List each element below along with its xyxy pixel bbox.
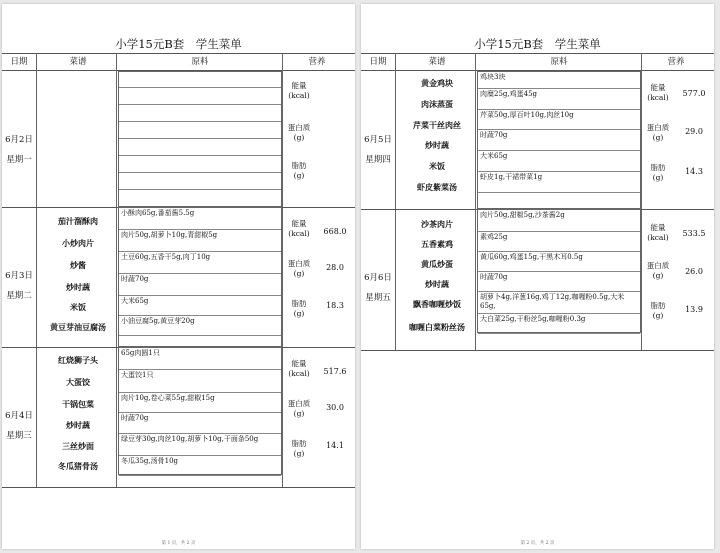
nutrition-label [282,299,316,318]
nutrition-label [641,223,675,242]
page-footer: 第 1 页，共 2 页 [161,541,196,546]
weekday-label: 星期五 [365,293,391,303]
nutrient-unit: (kcal) [288,228,310,238]
nutrient-name: 能量 [291,219,307,228]
ingredient-cell [478,193,640,210]
ingredients-box [118,71,282,207]
dish-name: 咖喱白菜粉丝汤 [409,322,465,332]
nutrition-label [282,81,316,100]
nutrient-value: 577.0 [682,89,706,98]
ingredient-cell: 胡萝卜4g,洋葱16g,鸡丁12g,咖喱粉0.5g,大米65g, [478,292,640,314]
nutrient-name: 蛋白质 [646,261,670,270]
dish-name: 黄金鸡块 [421,78,453,88]
ingredient-cell: 肉片50g,甜椒5g,沙茶酱2g [478,210,640,232]
nutrient-unit: (g) [293,170,305,180]
nutrition-label [282,399,316,418]
dish-name: 大蛋饺 [66,377,90,387]
nutrition-label [282,161,316,180]
header-nutrition: 营养 [667,57,685,67]
nutrient-unit: (kcal) [288,90,310,100]
nutrient-name: 蛋白质 [287,123,311,132]
header-dish: 菜谱 [428,57,446,67]
nutrient-unit: (g) [652,310,664,320]
menu-page-1 [2,4,355,549]
nutrient-value: 30.0 [326,403,344,412]
nutrition-label [641,163,675,182]
nutrition-label [641,83,675,102]
nutrient-name: 脂肪 [650,163,666,172]
dish-name: 米饭 [429,161,445,171]
nutrition-label [282,219,316,238]
nutrient-unit: (kcal) [288,368,310,378]
nutrition-label [282,123,316,142]
nutrient-name: 蛋白质 [287,399,311,408]
ingredients-box [477,209,641,333]
dish-name: 飘香咖喱炒饭 [413,299,461,309]
ingredient-cell [119,139,281,156]
ingredients-box [118,207,282,347]
ingredient-cell: 65g肉圆1只 [119,348,281,370]
ingredient-cell: 芹菜50g,厚百叶10g,肉丝10g [478,110,640,130]
day-block [2,347,355,487]
dish-name: 五香素鸡 [421,239,453,249]
dish-name: 米饭 [70,302,86,312]
ingredient-cell [119,105,281,122]
day-block [361,209,714,350]
nutrient-value: 668.0 [323,227,347,236]
nutrient-value: 517.6 [323,367,347,376]
ingredient-cell [119,88,281,105]
dish-name: 三丝炒面 [62,441,94,451]
dish-name: 芹菜干丝肉丝 [413,120,461,130]
nutrient-value: 14.3 [685,167,703,176]
nutrition-label [282,359,316,378]
dish-name: 肉沫蒸蛋 [421,99,453,109]
nutrition-label [282,259,316,278]
ingredient-cell: 土豆60g,五香干5g,肉丁10g [119,252,281,274]
nutrient-value: 29.0 [685,127,703,136]
nutrient-unit: (g) [293,408,305,418]
ingredient-cell: 肉片50g,胡萝卜10g,青甜椒5g [119,230,281,252]
date-label: 6月5日 [364,135,392,145]
header-dish: 菜谱 [69,57,87,67]
nutrient-unit: (g) [652,270,664,280]
nutrition-label [641,261,675,280]
ingredient-cell [119,72,281,88]
nutrient-name: 能量 [650,83,666,92]
nutrient-name: 能量 [291,359,307,368]
header-ingredients: 原料 [191,57,209,67]
day-block [2,207,355,347]
ingredient-cell: 冬瓜35g,汤骨10g [119,456,281,476]
menu-page-2 [361,4,714,549]
ingredient-cell: 时蔬70g [119,413,281,434]
nutrition-label [641,123,675,142]
nutrient-name: 脂肪 [650,301,666,310]
dish-name: 沙茶肉片 [421,219,453,229]
day-separator [2,487,355,488]
nutrient-unit: (g) [293,308,305,318]
dish-name: 虾皮紫菜汤 [417,182,457,192]
nutrient-name: 脂肪 [291,439,307,448]
dish-name: 炒时蔬 [425,140,449,150]
weekday-label: 星期二 [6,291,32,301]
page-title: 小学15元B套 学生菜单 [474,37,601,51]
dish-name: 红烧狮子头 [58,355,98,365]
nutrient-value: 26.0 [685,267,703,276]
ingredient-cell: 时蔬70g [119,274,281,296]
weekday-label: 星期四 [365,155,391,165]
dish-name: 黄豆芽油豆腐汤 [50,322,106,332]
date-label: 6月2日 [5,135,33,145]
ingredient-cell: 小油豆腐5g,黄豆芽20g [119,316,281,336]
dish-name: 茄汁溜酥肉 [58,216,98,226]
page-title: 小学15元B套 学生菜单 [115,37,242,51]
dish-name: 黄瓜炒蛋 [421,259,453,269]
nutrition-label [282,439,316,458]
date-label: 6月4日 [5,411,33,421]
ingredient-cell: 肉片10g,卷心菜55g,甜椒15g [119,393,281,413]
ingredients-box [118,347,282,475]
nutrient-unit: (g) [293,132,305,142]
dish-name: 炒酱 [70,260,86,270]
nutrient-unit: (g) [652,172,664,182]
ingredient-cell: 大蛋饺1只 [119,370,281,393]
nutrient-name: 能量 [291,81,307,90]
date-label: 6月6日 [364,273,392,283]
header-date: 日期 [369,57,387,67]
ingredient-cell: 时蔬70g [478,272,640,292]
header-date: 日期 [10,57,28,67]
dish-name: 炒时蔬 [66,420,90,430]
nutrient-value: 14.1 [326,441,344,450]
nutrient-unit: (g) [293,448,305,458]
ingredient-cell: 鸡块3块 [478,72,640,89]
day-date [363,271,393,305]
day-date [363,133,393,167]
ingredient-cell [119,173,281,190]
nutrient-unit: (g) [652,132,664,142]
nutrient-value: 18.3 [326,301,344,310]
dish-name: 冬瓜猪骨汤 [58,461,98,471]
page-footer: 第 2 页，共 2 页 [520,541,555,546]
day-block [2,71,355,207]
dish-name: 干锅包菜 [62,399,94,409]
ingredient-cell: 大米65g [119,296,281,316]
day-date [4,409,34,443]
day-block [361,71,714,209]
nutrition-label [641,301,675,320]
ingredient-cell: 大米65g [478,151,640,172]
ingredients-box [477,71,641,209]
nutrient-name: 能量 [650,223,666,232]
nutrient-unit: (kcal) [647,92,669,102]
nutrient-unit: (g) [293,268,305,278]
ingredient-cell: 素鸡25g [478,232,640,252]
weekday-label: 星期一 [6,155,32,165]
nutrient-value: 28.0 [326,263,344,272]
nutrient-name: 蛋白质 [287,259,311,268]
dish-name: 小炒肉片 [62,238,94,248]
nutrient-value: 533.5 [682,229,706,238]
date-label: 6月3日 [5,271,33,281]
ingredient-cell: 小酥肉65g,番茄酱5.5g [119,208,281,230]
ingredient-cell: 时蔬70g [478,130,640,151]
nutrient-name: 脂肪 [291,299,307,308]
ingredient-cell: 肉糜25g,鸡蛋45g [478,89,640,110]
day-date [4,269,34,303]
ingredient-cell [119,122,281,139]
ingredient-cell [119,156,281,173]
nutrient-name: 脂肪 [291,161,307,170]
header-ingredients: 原料 [550,57,568,67]
nutrient-name: 蛋白质 [646,123,670,132]
ingredient-cell: 绿豆芽30g,肉丝10g,胡萝卜10g,干面条50g [119,434,281,456]
header-nutrition: 营养 [308,57,326,67]
dish-name: 炒时蔬 [66,282,90,292]
nutrient-value: 13.9 [685,305,703,314]
ingredient-cell: 虾皮1g,干裙带菜1g [478,172,640,193]
dish-name: 炒时蔬 [425,279,449,289]
ingredient-cell: 黄瓜60g,鸡蛋15g,干黑木耳0.5g [478,252,640,272]
day-date [4,133,34,167]
ingredient-cell [119,190,281,208]
ingredient-cell: 大白菜25g,干粉丝5g,咖喱粉0.3g [478,314,640,334]
weekday-label: 星期三 [6,431,32,441]
day-separator [361,350,714,351]
nutrient-unit: (kcal) [647,232,669,242]
